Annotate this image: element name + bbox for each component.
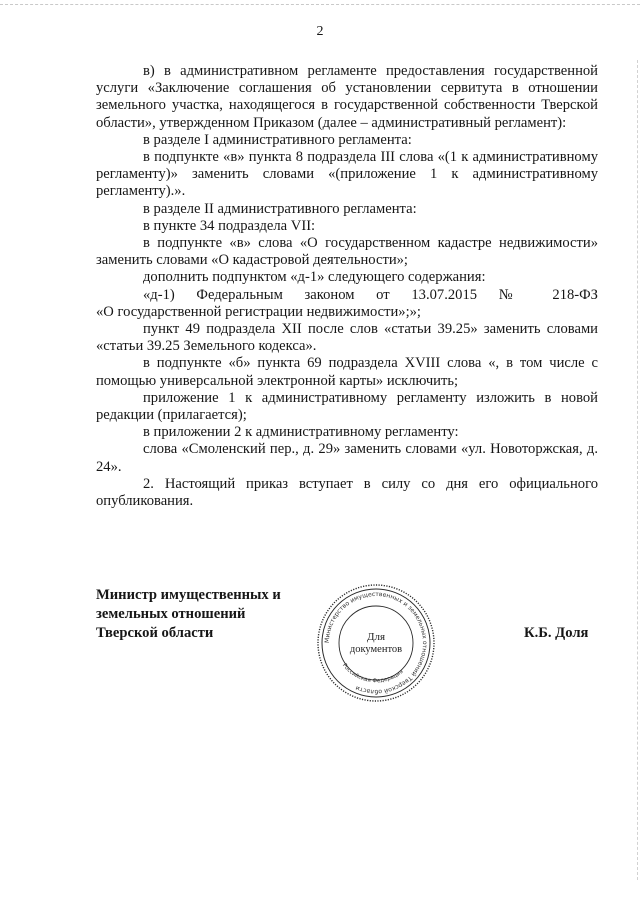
signer-line: Министр имущественных и bbox=[96, 587, 281, 603]
paragraph: в разделе I административного регламента: bbox=[143, 131, 412, 148]
signer-line: земельных отношений bbox=[96, 606, 246, 622]
scan-edge-right bbox=[636, 60, 638, 880]
signature-name: К.Б. Доля bbox=[524, 625, 589, 641]
paragraph: пункт 49 подраздела XII после слов «статьи 39.25» заменить словами «статьи 39.25 Земельного кодекса». bbox=[96, 321, 598, 355]
seal-ring-text: Министерство имущественных и земельных отношений Тверской области bbox=[323, 590, 429, 696]
paragraph: в подпункте «б» пункта 69 подраздела XVIII слова «, в том числе с помощью универсальной электронной карты» исключить; bbox=[96, 355, 598, 389]
paragraph: в пункте 34 подраздела VII: bbox=[143, 217, 316, 234]
svg-text:Российская Федерация bbox=[341, 663, 405, 685]
official-seal bbox=[315, 582, 437, 704]
signer-title bbox=[96, 586, 281, 643]
paragraph: в подпункте «в» слова «О государственном кадастре недвижимости» заменить словами «О кадастровой деятельности»; bbox=[96, 235, 598, 269]
paragraph: в разделе II административного регламента: bbox=[143, 200, 417, 217]
seal-center-line1: Для bbox=[366, 631, 386, 643]
paragraph: «д-1) Федеральным законом от 13.07.2015 № 218-ФЗ bbox=[143, 286, 598, 303]
document-body bbox=[96, 63, 598, 510]
seal-center-line2: документов bbox=[349, 644, 403, 655]
paragraph: приложение 1 к административному регламенту изложить в новой редакции (прилагается); bbox=[96, 389, 598, 424]
paragraph: 2. Настоящий приказ вступает в силу со дня его официального опубликования. bbox=[96, 475, 598, 510]
scan-edge-top bbox=[0, 4, 640, 6]
paragraph: слова «Смоленский пер., д. 29» заменить словами «ул. Новоторжская, д. 24». bbox=[96, 441, 598, 475]
seal-bottom-text: Российская Федерация bbox=[340, 662, 405, 685]
paragraph: дополнить подпунктом «д-1» следующего содержания: bbox=[143, 269, 486, 286]
paragraph: в приложении 2 к административному регламенту: bbox=[143, 424, 459, 441]
paragraph: в подпункте «в» пункта 8 подраздела III слова «(1 к административному регламенту)» заменить словами «(приложение 1 к административному регламенту).». bbox=[96, 149, 598, 200]
paragraph: услуги «Заключение соглашения об установлении сервитута в отношении земельного участка, находящегося в государственной собственности Тверской области», утвержденном Приказом (далее – административный регламент): bbox=[96, 80, 598, 131]
paragraph: в) в административном регламенте предоставления государственной bbox=[143, 63, 598, 79]
signer-line: Тверской области bbox=[96, 625, 214, 641]
page-number: 2 bbox=[316, 24, 324, 39]
paragraph: «О государственной регистрации недвижимости»;»; bbox=[96, 303, 421, 320]
